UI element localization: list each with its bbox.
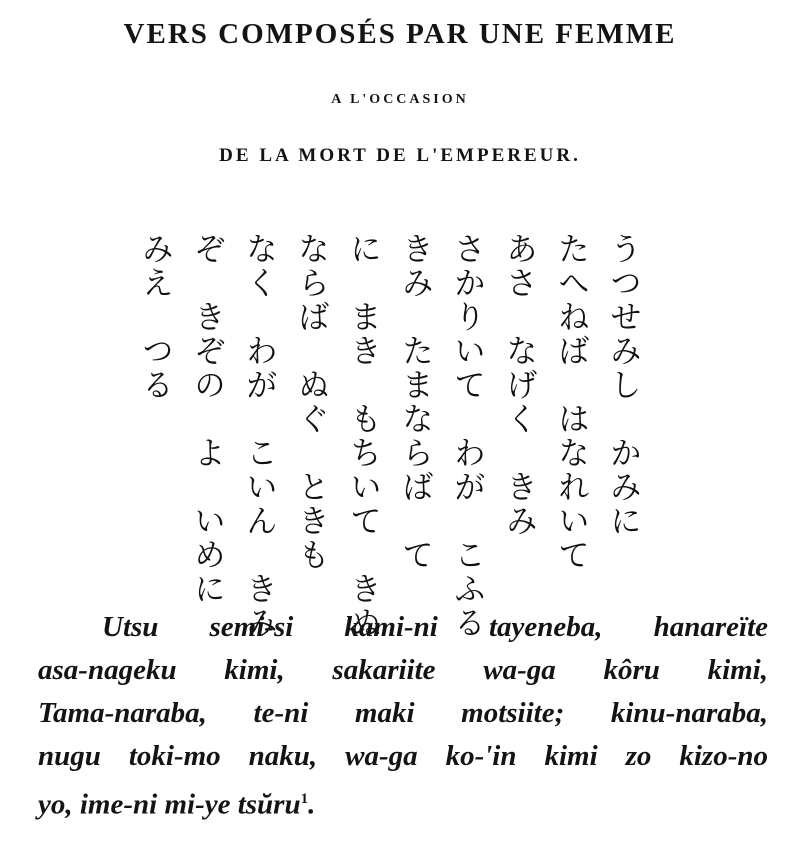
trailing-period: . [308,788,316,821]
subtitle-death-of-emperor: DE LA MORT DE L'EMPEREUR. [219,145,581,166]
romaji-line-2: asa-nageku kimi, sakariite wa-ga kôru kimi, [38,654,768,686]
page-title: VERS COMPOSÉS PAR UNE FEMME [123,18,677,50]
romaji-line-4: nugu toki-mo naku, wa-ga ko-'in kimi zo kizo-no [38,740,768,772]
poem-column-8: なく わが こいん きみ [241,232,279,640]
subtitle-occasion: A L'OCCASION [331,92,469,107]
poem-column-10: みえ つる [137,232,175,402]
poem-column-2: たへねば はなれいて [553,232,591,572]
poem-column-4: さかりいて わが こふる [449,232,487,640]
poem-column-9: ぞ きぞの よ いめに [189,232,227,606]
poem-column-1: うつせみし かみに [605,232,643,538]
poem-column-6: に まき もちいて きぬ [345,232,383,640]
romaji-line-5-text: yo, ime-ni mi-ye tsŭru [38,788,301,821]
romaji-line-3: Tama-naraba, te-ni maki motsiite; kinu-naraba, [38,697,768,729]
poem-column-7: ならば ぬぐ ときも [293,232,331,572]
romanized-transcription [38,606,768,821]
romaji-line-5 [38,778,768,821]
poem-column-5: きみ たまならば て [397,232,435,572]
footnote-marker[interactable]: 1 [300,791,309,807]
romaji-line-1: Utsu semi-si kami-ni tayeneba, hanareïte [102,611,768,643]
poem-column-3: あさ なげく きみ [501,232,539,538]
